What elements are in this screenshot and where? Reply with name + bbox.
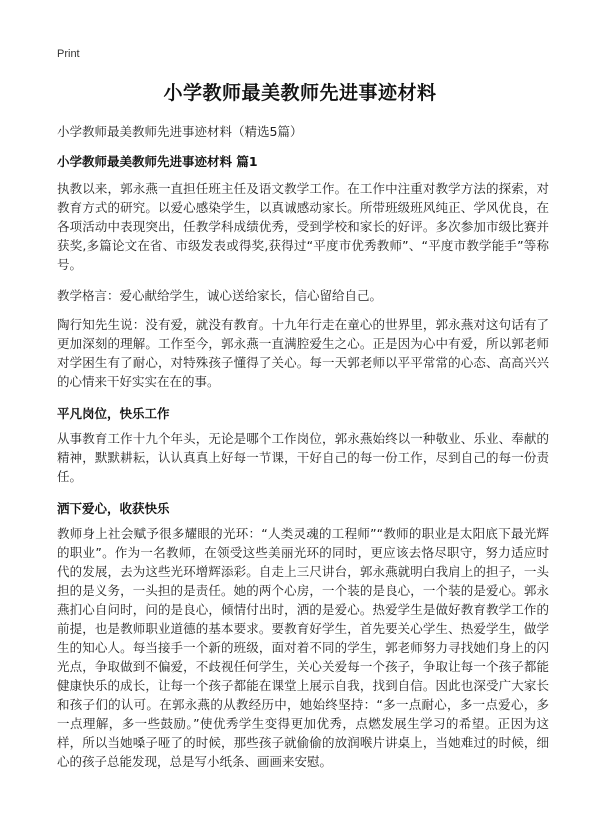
paragraph-spread-love: 教师身上社会赋予很多耀眼的光环：“人类灵魂的工程师”“教师的职业是太阳底下最光辉的职业”。作为一名教师，在领受这些美丽光环的同时，更应该去恪尽职守，努力适应时代的发展，去为这些光环增辉添彩。自走上三尺讲台，郭永燕就明白我肩上的担子，一头担的是义务，一头担的是责任。她的两个心房，一个装的是良心，一个装的是爱心。郭永燕扪心自问时，问的是良心，倾情付出时，洒的是爱心。热爱学生是做好教育教学工作的前提，也是教师职业道德的基本要求。要教育好学生，首先要关心学生、热爱学生，做学生的知心人。每当接手一个新的班级，面对着不同的学生，郭老师努力寻找她们身上的闪光点，争取做到不偏爱，不歧视任何学生，关心关爱每一个孩子，争取让每一个孩子都能健康快乐的成长，让每一个孩子都能在课堂上展示自我，找到自信。因此也深受广大家长和孩子们的认可。在郭永燕的从教经历中，她始终坚持：“多一点耐心，多一点爱心，多一点理解，多一些鼓励。”使优秀学生变得更加优秀，点燃发展生学习的希望。正因为这样，所以当她嗓子哑了的时候，那些孩子就偷偷的放润喉片讲桌上，当她难过的时候，细心的孩子总能发现，总是写小纸条、画画来安慰。 xyxy=(57,526,549,769)
page-title: 小学教师最美教师先进事迹材料 xyxy=(163,82,437,104)
paragraph-intro: 执教以来，郭永燕一直担任班主任及语文教学工作。在工作中注重对教学方法的探索，对教育方式的研究。以爱心感染学生，以真诚感动家长。所带班级班风纯正、学风优良，在各项活动中表现突出，任教学科成绩优秀，受到学校和家长的好评。多次参加市级比赛并获奖,多篇论文在省、市级发表或得奖,获得过“平度市优秀教师”、“平度市教学能手”等称号。 xyxy=(57,181,549,272)
paragraph-motto: 教学格言：爱心献给学生，诚心送给家长，信心留给自己。 xyxy=(57,288,383,303)
section-heading-3: 洒下爱心，收获快乐 xyxy=(57,501,170,516)
section-heading-2: 平凡岗位，快乐工作 xyxy=(57,406,170,421)
print-label: Print xyxy=(57,48,80,60)
paragraph-ordinary-post: 从事教育工作十九个年头，无论是哪个工作岗位，郭永燕始终以一种敬业、乐业、奉献的精神，默默耕耘，认认真真上好每一节课，干好自己的每一份工作，尽到自己的每一份责任。 xyxy=(57,431,549,484)
document-subtitle: 小学教师最美教师先进事迹材料（精选5篇） xyxy=(57,124,303,139)
paragraph-love: 陶行知先生说：没有爱，就没有教育。十九年行走在童心的世界里，郭永燕对这句话有了更加深刻的理解。工作至今，郭永燕一直满腔爱生之心。正是因为心中有爱，所以郭老师对学困生有了耐心，对特殊孩子懂得了关心。每一天郭老师以平平常常的心态、高高兴兴的心情来干好实实在在的事。 xyxy=(57,317,549,389)
section-heading-1: 小学教师最美教师先进事迹材料 篇1 xyxy=(57,154,258,169)
